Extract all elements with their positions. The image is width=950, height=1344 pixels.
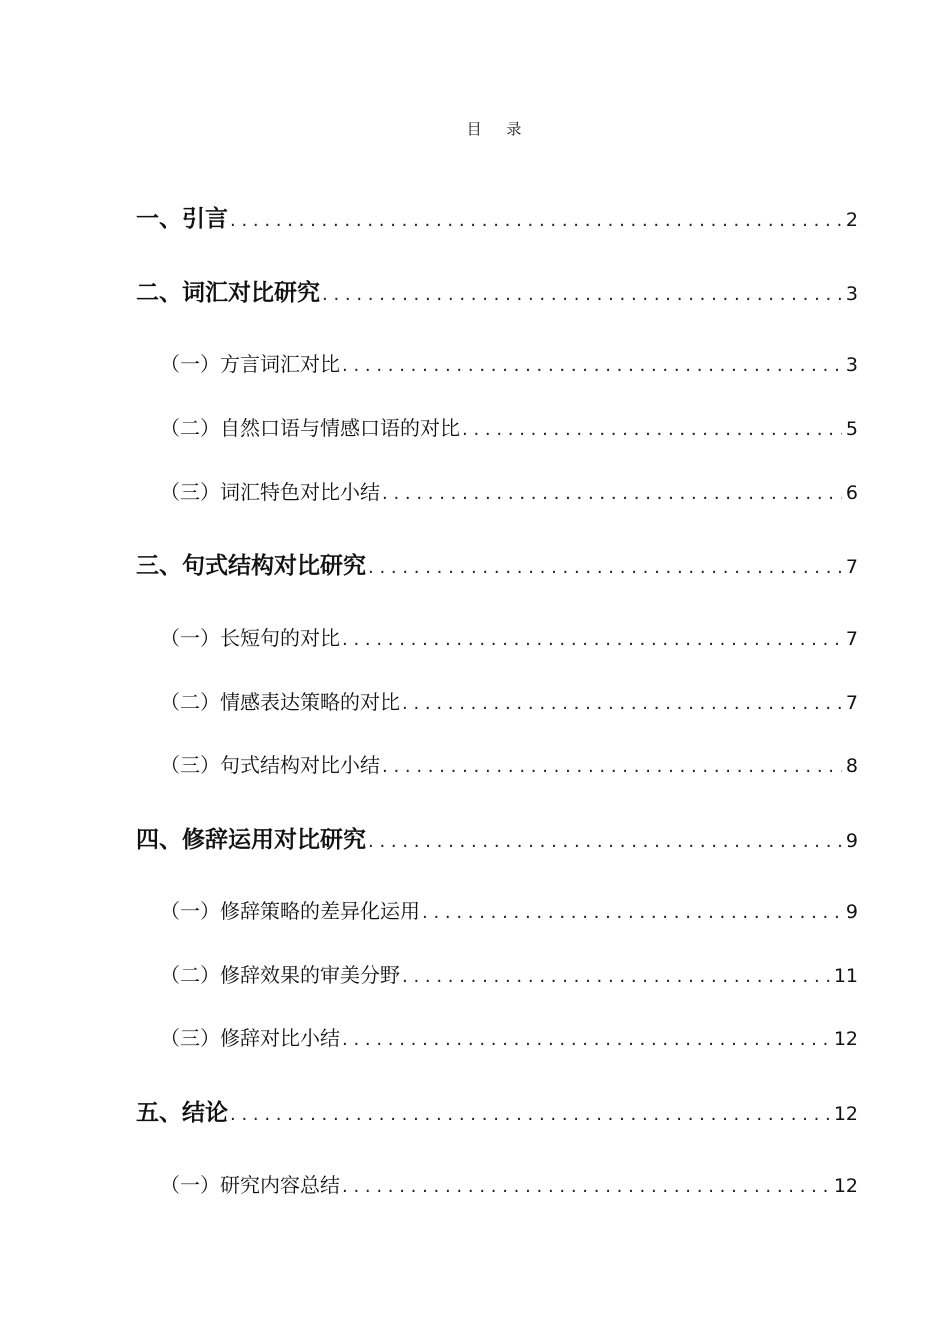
toc-entry-label: （二）自然口语与情感口语的对比	[160, 416, 460, 440]
toc-entry[interactable]	[160, 476, 858, 505]
toc-entry-page: 8	[845, 755, 858, 777]
toc-entry-page: 11	[833, 965, 858, 987]
toc-entry-label: 三、句式结构对比研究	[136, 553, 366, 579]
dot-leader	[402, 693, 842, 714]
toc-entry-label: （三）句式结构对比小结	[160, 753, 380, 777]
toc-entry-page: 9	[845, 830, 858, 852]
toc-entry-label: 一、引言	[136, 206, 228, 232]
dot-leader	[342, 355, 842, 376]
toc-entry-label: （二）修辞效果的审美分野	[160, 963, 400, 987]
toc-entry[interactable]	[160, 895, 858, 924]
toc-entry[interactable]	[160, 686, 858, 715]
toc-entry[interactable]	[160, 1169, 858, 1198]
dot-leader	[342, 1176, 830, 1197]
dot-leader	[462, 419, 842, 440]
toc-entry[interactable]	[160, 412, 858, 441]
toc-entry-page: 12	[833, 1103, 858, 1125]
toc-entry-label: （三）词汇特色对比小结	[160, 480, 380, 504]
dot-leader	[322, 284, 842, 305]
toc-entry-label: 二、词汇对比研究	[136, 280, 320, 306]
toc-entry-label: 五、结论	[136, 1100, 228, 1126]
toc-entry-page: 3	[845, 283, 858, 305]
dot-leader	[342, 629, 842, 650]
toc-entry[interactable]	[136, 274, 858, 307]
toc-entry[interactable]	[136, 547, 858, 580]
dot-leader	[402, 966, 830, 987]
toc-entry-page: 7	[845, 692, 858, 714]
toc-entry-page: 3	[845, 354, 858, 376]
dot-leader	[230, 1104, 830, 1125]
toc-entry-label: （三）修辞对比小结	[160, 1026, 340, 1050]
toc-entry-page: 7	[845, 628, 858, 650]
dot-leader	[342, 1029, 830, 1050]
dot-leader	[230, 210, 842, 231]
toc-entry-label: 四、修辞运用对比研究	[136, 827, 366, 853]
toc-entry[interactable]	[160, 749, 858, 778]
toc-entry-label: （一）长短句的对比	[160, 626, 340, 650]
toc-entry[interactable]	[160, 959, 858, 988]
toc-entry-page: 2	[845, 209, 858, 231]
toc-entry-page: 7	[845, 556, 858, 578]
toc-entry[interactable]	[136, 821, 858, 854]
dot-leader	[422, 902, 842, 923]
toc-entry[interactable]	[136, 1094, 858, 1127]
toc-entry-label: （一）方言词汇对比	[160, 352, 340, 376]
toc-entry-label: （一）研究内容总结	[160, 1173, 340, 1197]
toc-entry-page: 12	[833, 1028, 858, 1050]
toc-entry-page: 5	[845, 418, 858, 440]
toc-entry-label: （二）情感表达策略的对比	[160, 690, 400, 714]
toc-entry[interactable]	[160, 1022, 858, 1051]
toc-entry[interactable]	[160, 622, 858, 651]
dot-leader	[368, 557, 842, 578]
dot-leader	[368, 831, 842, 852]
dot-leader	[382, 756, 842, 777]
dot-leader	[382, 483, 842, 504]
toc-entry-page: 12	[833, 1175, 858, 1197]
toc-title: 目 录	[466, 120, 532, 138]
toc-entry-page: 6	[845, 482, 858, 504]
toc-entry[interactable]	[136, 200, 858, 233]
toc-entry-page: 9	[845, 901, 858, 923]
toc-entry-label: （一）修辞策略的差异化运用	[160, 899, 420, 923]
toc-entry[interactable]	[160, 348, 858, 377]
